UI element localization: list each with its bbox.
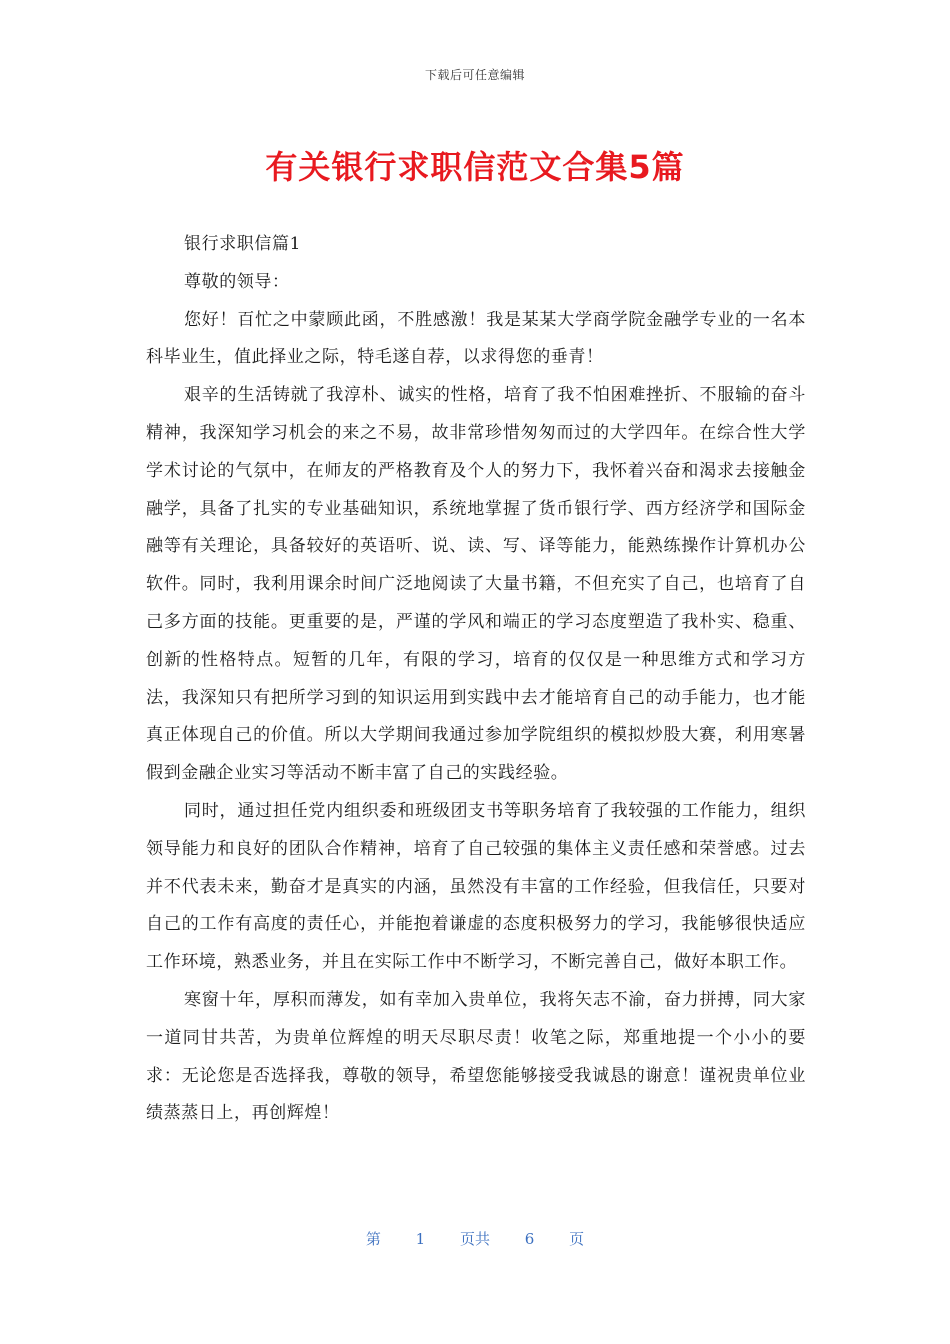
- body-paragraph: 艰辛的生活铸就了我淳朴、诚实的性格，培育了我不怕困难挫折、不服输的奋斗精神，我深知学习机会的来之不易，故非常珍惜匆匆而过的大学四年。在综合性大学学术讨论的气氛中，在师友的严格教育及个人的努力下，我怀着兴奋和渴求去接触金融学，具备了扎实的专业基础知识，系统地掌握了货币银行学、西方经济学和国际金融等有关理论，具备较好的英语听、说、读、写、译等能力，能熟练操作计算机办公软件。同时，我利用课余时间广泛地阅读了大量书籍，不但充实了自己，也培育了自己多方面的技能。更重要的是，严谨的学风和端正的学习态度塑造了我朴实、稳重、创新的性格特点。短暂的几年，有限的学习，培育的仅仅是一种思维方式和学习方法，我深知只有把所学习到的知识运用到实践中去才能培育自己的动手能力，也才能真正体现自己的价值。所以大学期间我通过参加学院组织的模拟炒股大赛，利用寒暑假到金融企业实习等活动不断丰富了自己的实践经验。: [146, 385, 806, 784]
- body-paragraph: 您好！百忙之中蒙顾此函，不胜感激！我是某某大学商学院金融学专业的一名本科毕业生，值此择业之际，特毛遂自荐，以求得您的垂青！: [146, 309, 806, 368]
- document-body: [146, 226, 806, 1133]
- page-label-suffix: 页: [569, 1230, 585, 1248]
- page-label-prefix: 第: [365, 1230, 381, 1248]
- body-paragraph: 寒窗十年，厚积而薄发，如有幸加入贵单位，我将矢志不渝，奋力拼搏，同大家一道同甘共苦，为贵单位辉煌的明天尽职尽责！收笔之际，郑重地提一个小小的要求：无论您是否选择我，尊敬的领导，希望您能够接受我诚恳的谢意！谨祝贵单位业绩蒸蒸日上，再创辉煌！: [146, 989, 806, 1124]
- current-page-number: 1: [415, 1230, 426, 1248]
- page-label-mid: 页共: [459, 1230, 490, 1248]
- total-pages-number: 6: [524, 1230, 535, 1248]
- page-footer: [0, 1228, 950, 1249]
- document-title: 有关银行求职信范文合集5篇: [265, 148, 685, 186]
- salutation: 尊敬的领导：: [184, 271, 290, 292]
- header-note: 下载后可任意编辑: [424, 68, 525, 82]
- section-heading: 银行求职信篇1: [184, 234, 302, 254]
- body-paragraph: 同时，通过担任党内组织委和班级团支书等职务培育了我较强的工作能力，组织领导能力和良好的团队合作精神，培育了自己较强的集体主义责任感和荣誉感。过去并不代表未来，勤奋才是真实的内涵，虽然没有丰富的工作经验，但我信任，只要对自己的工作有高度的责任心，并能抱着谦虚的态度积极努力的学习，我能够很快适应工作环境，熟悉业务，并且在实际工作中不断学习，不断完善自己，做好本职工作。: [146, 800, 806, 973]
